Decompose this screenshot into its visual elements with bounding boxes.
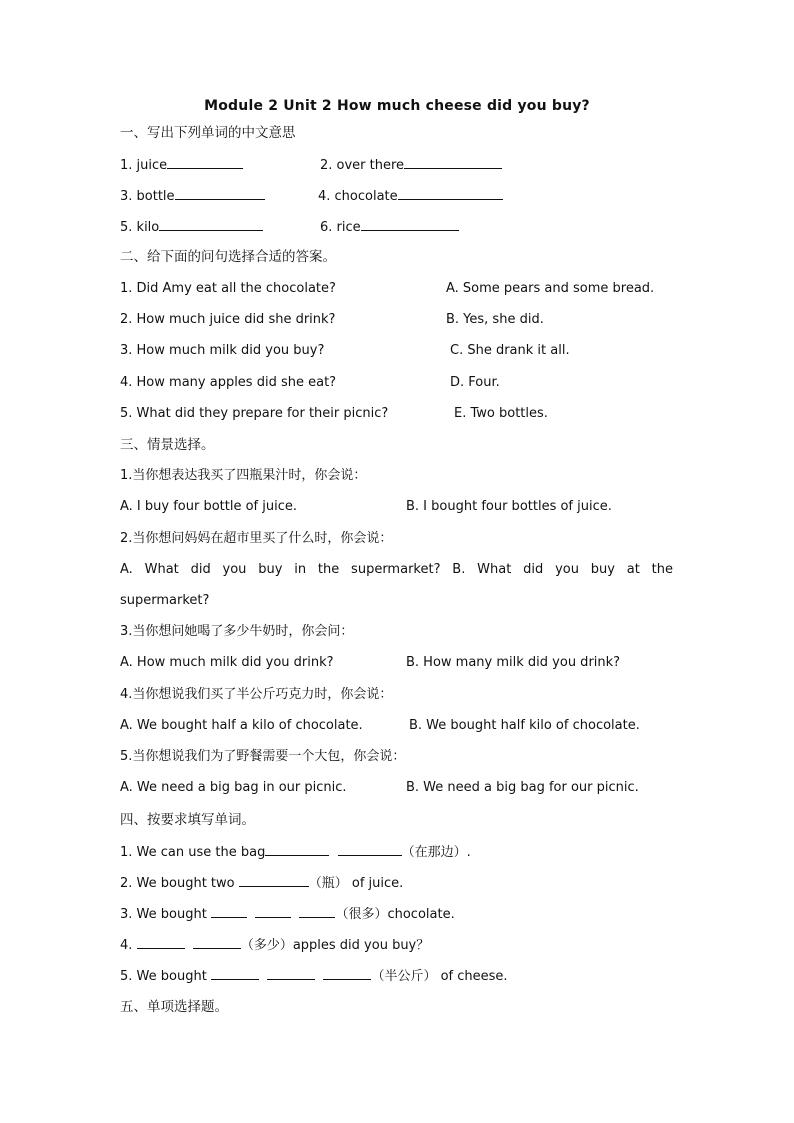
vocab-label: 2. over there — [320, 158, 405, 173]
fill-prefix: 2. We bought two — [120, 876, 239, 891]
scenario-question-1: 1.当你想表达我买了四瓶果汁时，你会说： — [120, 468, 367, 483]
fill-item-4 — [120, 936, 429, 954]
scenario-question-3: 3.当你想问她喝了多少牛奶时，你会问： — [120, 624, 354, 639]
answer-blank[interactable] — [137, 936, 185, 949]
answer-blank[interactable] — [239, 874, 309, 887]
scenario-5-option-b[interactable]: B. We need a big bag for our picnic. — [406, 780, 639, 795]
vocab-item-1 — [120, 156, 243, 174]
section1-heading: 一、写出下列单词的中文意思 — [120, 125, 296, 141]
vocab-item-6 — [320, 218, 459, 236]
answer-blank[interactable] — [211, 967, 259, 980]
vocab-item-4 — [318, 187, 503, 205]
vocab-label: 4. chocolate — [318, 189, 398, 204]
scenario-4-option-b[interactable]: B. We bought half kilo of chocolate. — [409, 718, 640, 733]
fill-hint: （在那边）. — [401, 845, 471, 860]
match-answer-d: D. Four. — [450, 375, 500, 390]
answer-blank[interactable] — [159, 218, 263, 231]
vocab-item-5 — [120, 218, 263, 236]
scenario-4-option-a[interactable]: A. We bought half a kilo of chocolate. — [120, 718, 363, 733]
match-answer-e: E. Two bottles. — [454, 406, 548, 421]
scenario-question-5: 5.当你想说我们为了野餐需要一个大包，你会说： — [120, 749, 406, 764]
answer-blank[interactable] — [404, 156, 502, 169]
fill-item-5 — [120, 967, 508, 985]
answer-blank[interactable] — [265, 843, 329, 856]
page-title: Module 2 Unit 2 How much cheese did you buy? — [204, 98, 590, 114]
vocab-label: 5. kilo — [120, 220, 160, 235]
match-answer-c: C. She drank it all. — [450, 343, 570, 358]
answer-blank[interactable] — [175, 187, 265, 200]
section5-heading: 五、单项选择题。 — [120, 999, 228, 1015]
match-answer-b: B. Yes, she did. — [446, 312, 544, 327]
vocab-label: 3. bottle — [120, 189, 175, 204]
vocab-item-2 — [320, 156, 502, 174]
answer-blank[interactable] — [338, 843, 402, 856]
section2-heading: 二、给下面的问句选择合适的答案。 — [120, 249, 336, 265]
match-question-5: 5. What did they prepare for their picnic? — [120, 406, 389, 421]
scenario-1-option-b[interactable]: B. I bought four bottles of juice. — [406, 499, 612, 514]
answer-blank[interactable] — [167, 156, 243, 169]
scenario-question-4: 4.当你想说我们买了半公斤巧克力时，你会说： — [120, 687, 393, 702]
answer-blank[interactable] — [299, 905, 335, 918]
match-question-2: 2. How much juice did she drink? — [120, 312, 336, 327]
answer-blank[interactable] — [323, 967, 371, 980]
scenario-question-2: 2.当你想问妈妈在超市里买了什么时，你会说： — [120, 531, 393, 546]
match-answer-a: A. Some pears and some bread. — [446, 281, 655, 296]
match-question-3: 3. How much milk did you buy? — [120, 343, 325, 358]
scenario-3-option-a[interactable]: A. How much milk did you drink? — [120, 655, 334, 670]
fill-item-3 — [120, 905, 455, 923]
section3-heading: 三、情景选择。 — [120, 437, 215, 453]
answer-blank[interactable] — [267, 967, 315, 980]
answer-blank[interactable] — [398, 187, 503, 200]
fill-item-1 — [120, 843, 471, 861]
fill-prefix: 1. We can use the bag — [120, 845, 266, 860]
answer-blank[interactable] — [211, 905, 247, 918]
scenario-1-option-a[interactable]: A. I buy four bottle of juice. — [120, 499, 298, 514]
match-question-1: 1. Did Amy eat all the chocolate? — [120, 281, 336, 296]
fill-item-2 — [120, 874, 403, 892]
answer-blank[interactable] — [361, 218, 459, 231]
fill-hint: （很多）chocolate. — [335, 907, 455, 922]
answer-blank[interactable] — [255, 905, 291, 918]
scenario-2-options[interactable]: A. What did you buy in the supermarket? B. What did you buy at the — [120, 562, 673, 577]
scenario-3-option-b[interactable]: B. How many milk did you drink? — [406, 655, 621, 670]
fill-hint: （半公斤） of cheese. — [371, 969, 508, 984]
fill-hint: （多少）apples did you buy？ — [240, 938, 430, 953]
vocab-label: 1. juice — [120, 158, 168, 173]
answer-blank[interactable] — [193, 936, 241, 949]
fill-prefix: 3. We bought — [120, 907, 211, 922]
match-question-4: 4. How many apples did she eat? — [120, 375, 337, 390]
scenario-5-option-a[interactable]: A. We need a big bag in our picnic. — [120, 780, 347, 795]
fill-hint: （瓶） of juice. — [308, 876, 404, 891]
vocab-item-3 — [120, 187, 265, 205]
section4-heading: 四、按要求填写单词。 — [120, 812, 255, 828]
fill-prefix: 4. — [120, 938, 137, 953]
vocab-label: 6. rice — [320, 220, 361, 235]
fill-prefix: 5. We bought — [120, 969, 211, 984]
scenario-2-options-continued: supermarket? — [120, 593, 210, 608]
